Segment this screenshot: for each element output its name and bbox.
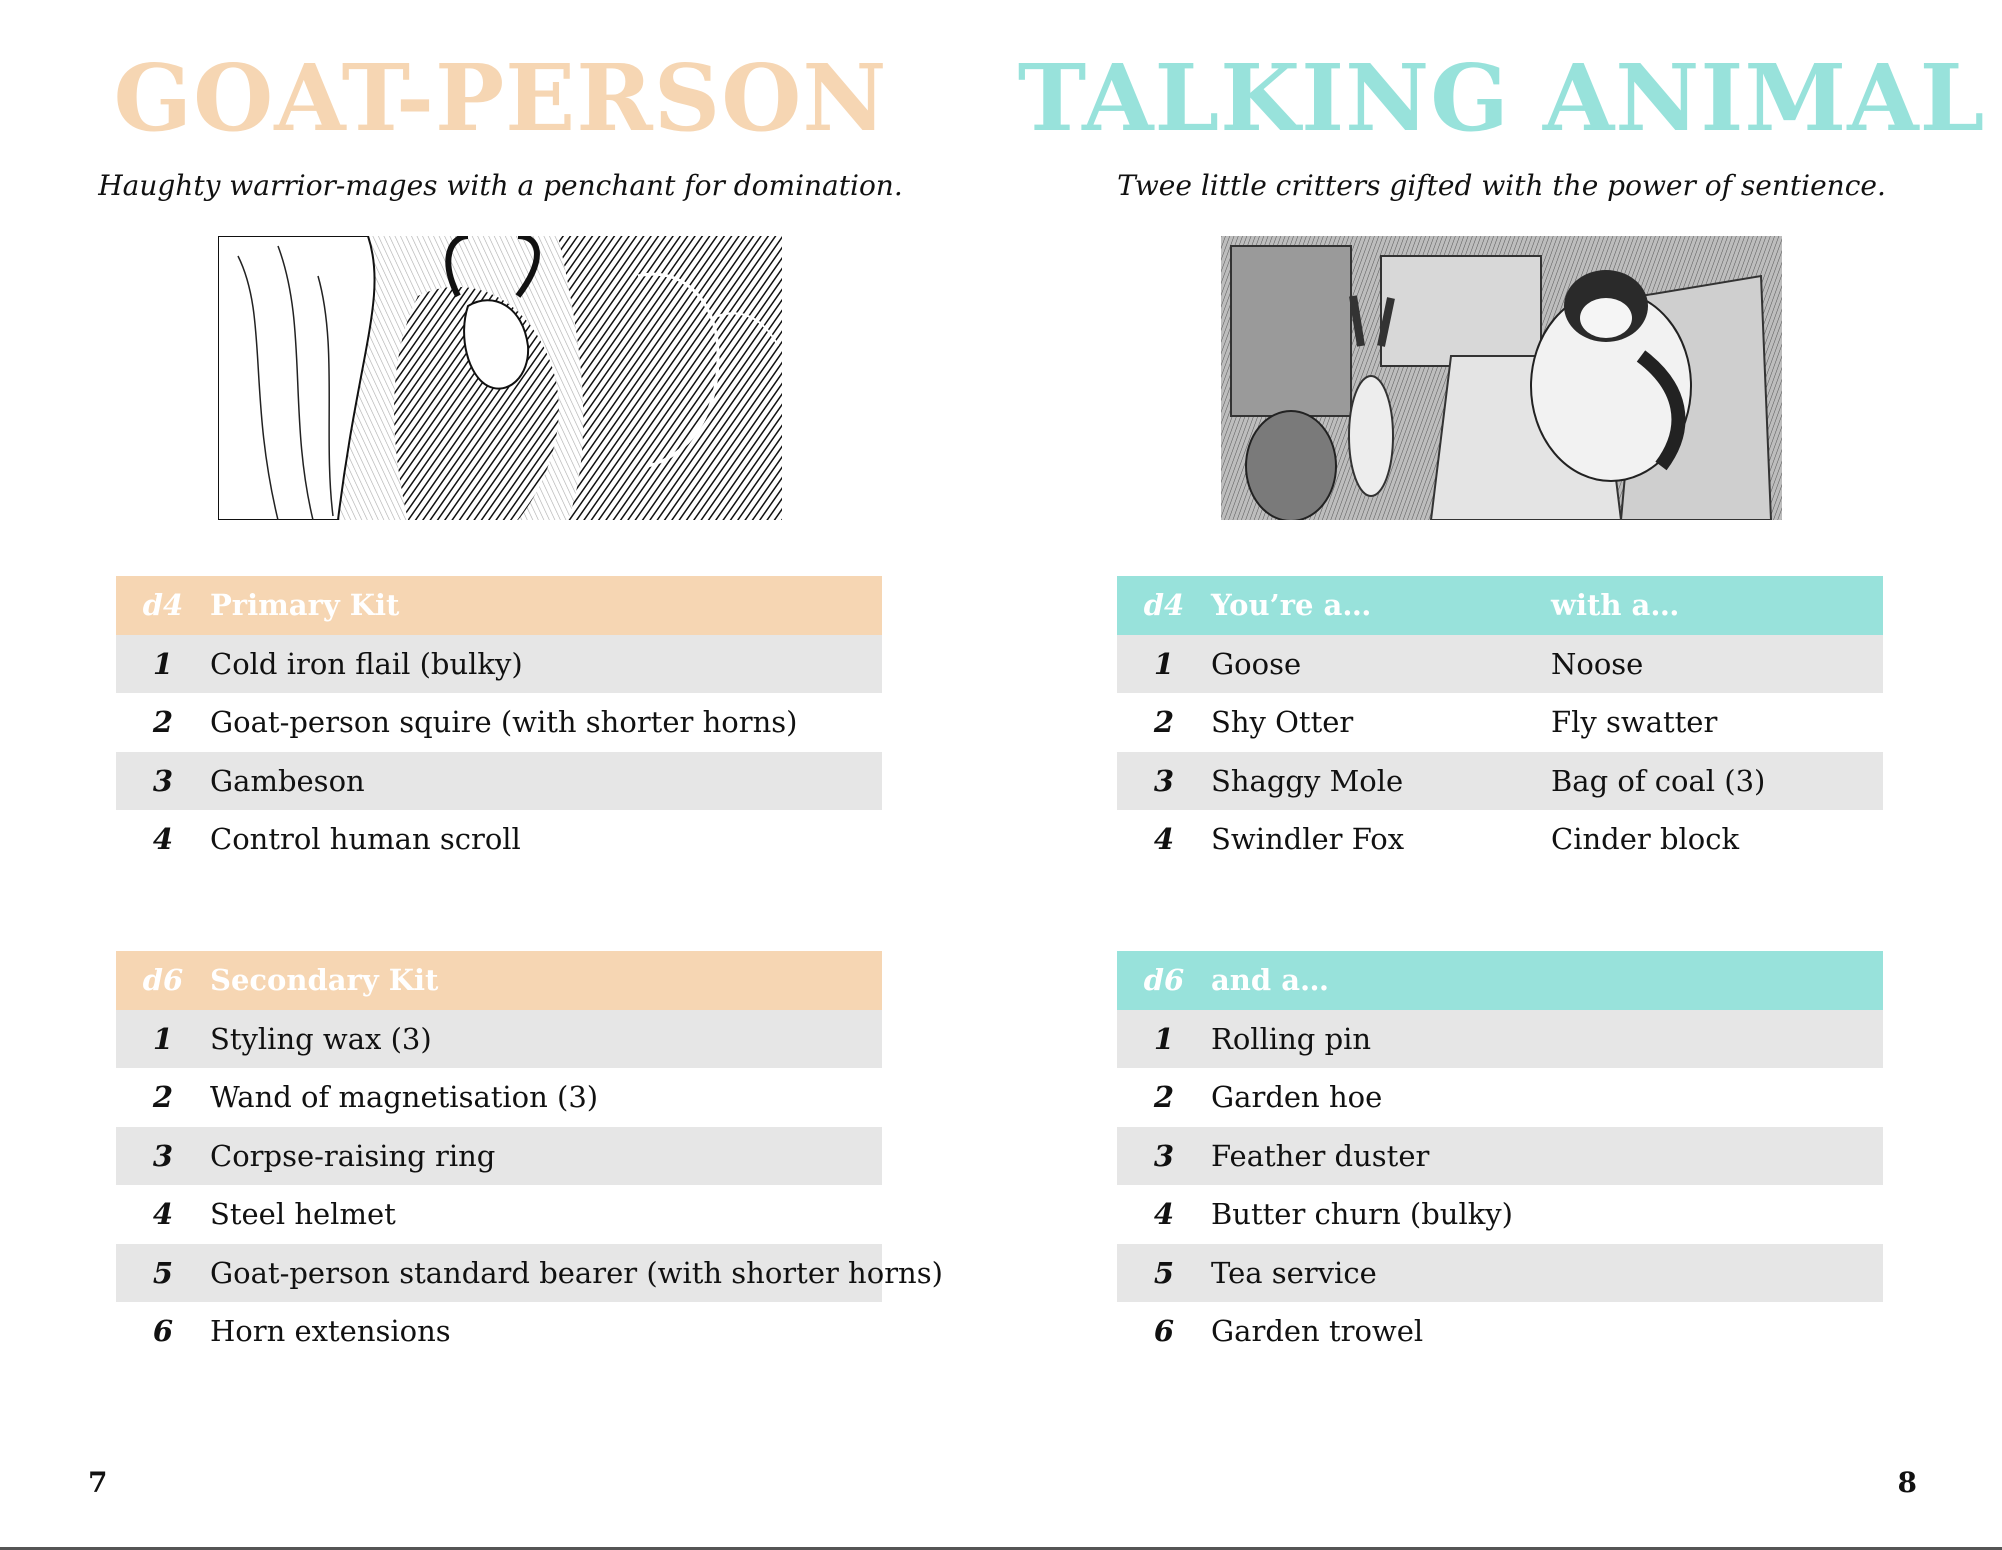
- table-row: [1117, 1068, 1883, 1127]
- animal-extra-item: Tea service: [1211, 1255, 1377, 1290]
- roll-number: 3: [1153, 1138, 1175, 1173]
- animal-item: Fly swatter: [1551, 705, 1718, 740]
- table-row: [1117, 693, 1883, 752]
- animal-extra-item: Rolling pin: [1211, 1021, 1372, 1056]
- animal-item: Bag of coal (3): [1551, 763, 1766, 798]
- primary-kit-table: [116, 576, 882, 869]
- kit-item: Wand of magnetisation (3): [210, 1080, 599, 1115]
- talking-animal-title: TALKING ANIMAL: [1017, 44, 1986, 152]
- right-page: [1001, 0, 2002, 1550]
- kit-item: Goat-person squire (with shorter horns): [210, 705, 798, 740]
- roll-number: 2: [152, 1080, 174, 1115]
- roll-number: 2: [1153, 1080, 1175, 1115]
- goat-person-illustration: [218, 236, 782, 520]
- roll-number: 4: [1153, 822, 1175, 857]
- d4-header: [1117, 576, 1883, 635]
- kit-item: Styling wax (3): [210, 1021, 432, 1056]
- roll-number: 6: [152, 1314, 174, 1349]
- secondary-kit-table: [116, 951, 943, 1361]
- header-youre-a: You’re a…: [1211, 588, 1372, 623]
- table-row: [1117, 1244, 1883, 1303]
- die-label: d6: [1143, 963, 1185, 998]
- die-label: d4: [142, 588, 184, 623]
- table-row: [116, 1068, 882, 1127]
- talking-animal-subtitle: Twee little critters gifted with the power of sentience.: [1117, 169, 1886, 202]
- table-row: [1117, 752, 1883, 811]
- table-row: [1117, 1010, 1883, 1069]
- table-row: [1117, 635, 1883, 694]
- secondary-kit-header: [116, 951, 882, 1010]
- animal-engraving-image: [1221, 236, 1782, 520]
- primary-kit-header: [116, 576, 882, 635]
- kit-item: Steel helmet: [210, 1197, 396, 1232]
- kit-item: Goat-person standard bearer (with shorter horns): [210, 1255, 943, 1290]
- die-label: d6: [142, 963, 184, 998]
- roll-number: 3: [1153, 763, 1175, 798]
- roll-number: 3: [152, 763, 174, 798]
- kit-item: Horn extensions: [210, 1314, 451, 1349]
- header-and-a: and a…: [1211, 963, 1330, 998]
- header-label: Primary Kit: [210, 588, 400, 623]
- roll-number: 2: [1153, 705, 1175, 740]
- roll-number: 1: [152, 1021, 174, 1056]
- goat-person-subtitle: Haughty warrior-mages with a penchant for domination.: [98, 169, 903, 202]
- d6-header: [1117, 951, 1883, 1010]
- roll-number: 4: [1153, 1197, 1175, 1232]
- kit-item: Corpse-raising ring: [210, 1138, 496, 1173]
- header-with-a: with a…: [1551, 588, 1680, 623]
- animal-type: Shaggy Mole: [1211, 763, 1404, 798]
- talking-animal-d4-table: [1117, 576, 1883, 869]
- animal-type: Swindler Fox: [1211, 822, 1405, 857]
- die-label: d4: [1143, 588, 1185, 623]
- table-row: [116, 752, 882, 811]
- animal-extra-item: Feather duster: [1211, 1138, 1430, 1173]
- animal-item: Noose: [1551, 646, 1644, 681]
- table-row: [1117, 1185, 1883, 1244]
- roll-number: 5: [1153, 1255, 1175, 1290]
- animal-extra-item: Garden hoe: [1211, 1080, 1383, 1115]
- table-row: [1117, 1302, 1883, 1361]
- animal-extra-item: Garden trowel: [1211, 1314, 1424, 1349]
- table-row: [116, 1185, 882, 1244]
- goat-engraving-image: [218, 236, 782, 520]
- kit-item: Gambeson: [210, 763, 365, 798]
- page-number-left: 7: [88, 1466, 108, 1499]
- table-row: [116, 810, 882, 869]
- talking-animal-d6-table: [1117, 951, 1883, 1361]
- roll-number: 3: [152, 1138, 174, 1173]
- roll-number: 6: [1153, 1314, 1175, 1349]
- table-row: [116, 1127, 882, 1186]
- table-row: [116, 1010, 882, 1069]
- roll-number: 1: [1153, 1021, 1175, 1056]
- animal-type: Goose: [1211, 646, 1302, 681]
- table-row: [116, 1244, 943, 1303]
- kit-item: Control human scroll: [210, 822, 521, 857]
- talking-animal-illustration: [1221, 236, 1782, 520]
- table-row: [116, 693, 882, 752]
- kit-item: Cold iron flail (bulky): [210, 646, 523, 681]
- table-row: [116, 1302, 882, 1361]
- roll-number: 4: [152, 1197, 174, 1232]
- table-row: [116, 635, 882, 694]
- animal-type: Shy Otter: [1211, 705, 1354, 740]
- table-row: [1117, 1127, 1883, 1186]
- roll-number: 1: [152, 646, 174, 681]
- roll-number: 5: [152, 1255, 174, 1290]
- table-row: [1117, 810, 1883, 869]
- animal-item: Cinder block: [1551, 822, 1740, 857]
- page-number-right: 8: [1897, 1466, 1917, 1499]
- roll-number: 4: [152, 822, 174, 857]
- header-label: Secondary Kit: [210, 963, 439, 998]
- roll-number: 1: [1153, 646, 1175, 681]
- roll-number: 2: [152, 705, 174, 740]
- animal-extra-item: Butter churn (bulky): [1211, 1197, 1513, 1232]
- goat-person-title: GOAT-PERSON: [113, 44, 888, 152]
